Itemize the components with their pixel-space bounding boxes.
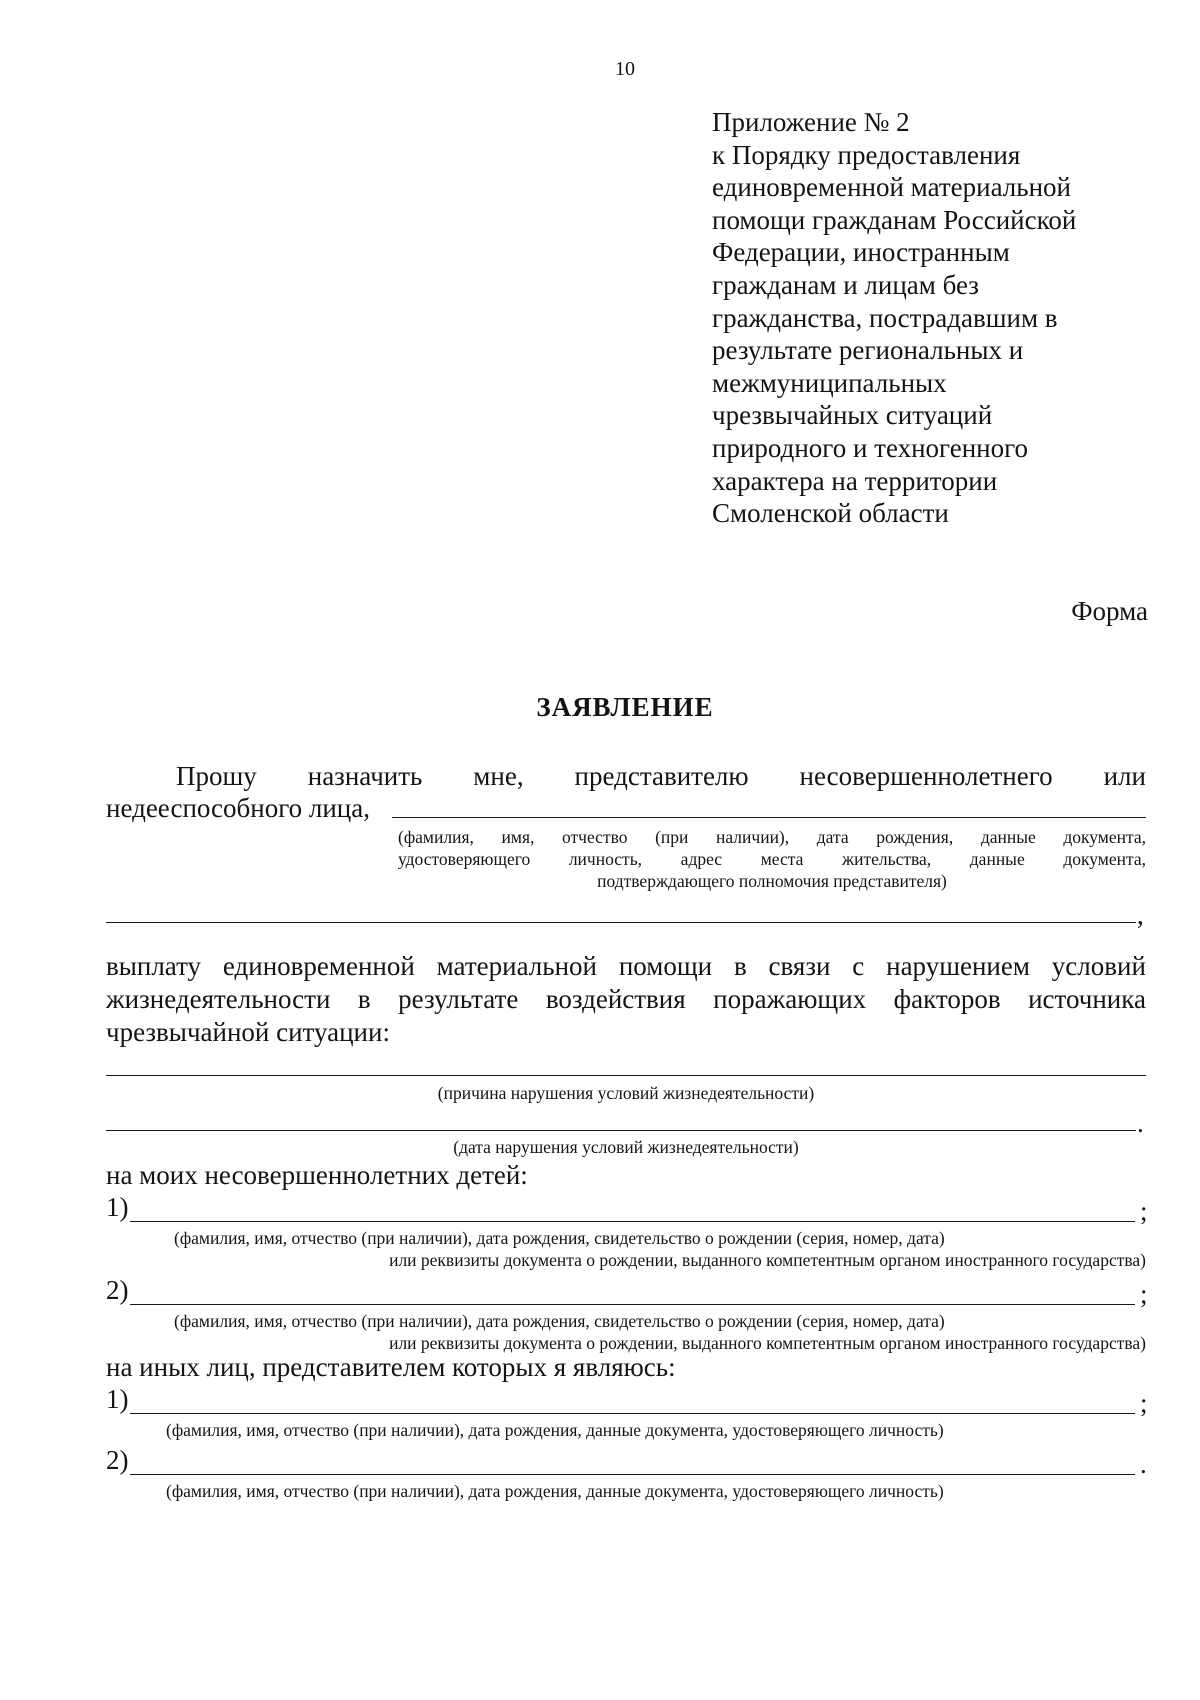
- note-word: удостоверяющего: [398, 849, 531, 869]
- appendix-line: гражданства, пострадавшим в: [712, 302, 1058, 333]
- appendix-line: чрезвычайных ситуаций: [712, 400, 993, 431]
- note-word: наличии),: [716, 827, 790, 847]
- payment-word: единовременной: [222, 951, 415, 981]
- other-1-number: 1): [106, 1384, 129, 1414]
- payment-word: результате: [398, 984, 519, 1014]
- payment-word: поражающих: [713, 984, 867, 1014]
- appendix-line: межмуниципальных: [712, 367, 947, 398]
- other-2-input-line[interactable]: [130, 1474, 1135, 1475]
- note-word: данные: [969, 849, 1025, 869]
- line-end-period: .: [1137, 1108, 1144, 1138]
- appendix-block: [712, 106, 1076, 530]
- payment-word: помощи: [618, 951, 713, 981]
- child-1-note-line-1: (фамилия, имя, отчество (при наличии), дата рождения, свидетельство о рождении (серия, номер, дата): [174, 1228, 945, 1248]
- payment-line-2: [106, 983, 1146, 1016]
- date-input-line[interactable]: [106, 1130, 1136, 1131]
- other-1-note: (фамилия, имя, отчество (при наличии), дата рождения, данные документа, удостоверяющего личность): [166, 1420, 944, 1440]
- applicant-note: [398, 826, 1146, 892]
- appendix-line: Смоленской области: [712, 498, 949, 529]
- note-word: документа,: [1063, 827, 1146, 847]
- child-1-end: ;: [1140, 1196, 1148, 1226]
- reason-note: (причина нарушения условий жизнедеятельности): [437, 1083, 815, 1103]
- child-1-note-line-2: или реквизиты документа о рождении, выданного компетентным органом иностранного государства): [389, 1250, 1146, 1270]
- payment-word: воздействия: [545, 984, 686, 1014]
- payment-word: жизнедеятельности: [106, 984, 331, 1014]
- other-1-end: ;: [1140, 1388, 1148, 1418]
- payment-word: условий: [1051, 951, 1146, 981]
- others-heading: на иных лиц, представителем которых я являюсь:: [106, 1352, 676, 1382]
- intro-line-1: [106, 760, 1146, 792]
- note-word: (фамилия,: [398, 827, 474, 847]
- applicant-note-line-2: [398, 848, 1146, 870]
- note-word: документа,: [1063, 849, 1146, 869]
- note-word: дата: [816, 827, 849, 847]
- form-label: Форма: [1071, 596, 1148, 626]
- appendix-line: помощи гражданам Российской: [712, 204, 1077, 235]
- child-2-end: ;: [1140, 1279, 1148, 1309]
- child-2-note: [106, 1310, 1146, 1354]
- payment-paragraph: [106, 950, 1146, 1049]
- document-title: ЗАЯВЛЕНИЕ: [536, 692, 714, 722]
- payment-word: нарушением: [886, 951, 1030, 981]
- child-2-note-line-1: (фамилия, имя, отчество (при наличии), дата рождения, свидетельство о рождении (серия, номер, дата): [174, 1311, 945, 1331]
- intro-word: или: [1103, 761, 1146, 791]
- intro-word: представителю: [574, 761, 749, 791]
- intro-word: назначить: [307, 761, 423, 791]
- note-word: рождения,: [876, 827, 954, 847]
- intro-word: Прошу: [176, 761, 257, 791]
- other-2-number: 2): [106, 1445, 129, 1475]
- appendix-line: природного и техногенного: [712, 432, 1029, 463]
- appendix-line: характера на территории: [712, 465, 998, 496]
- line-end-comma: ,: [1137, 900, 1144, 930]
- child-1-number: 1): [106, 1192, 129, 1222]
- payment-word: связи: [768, 951, 831, 981]
- other-2-note: (фамилия, имя, отчество (при наличии), дата рождения, данные документа, удостоверяющего личность): [166, 1481, 944, 1501]
- note-word: адрес: [680, 849, 723, 869]
- page-number: 10: [615, 58, 635, 80]
- payment-line-3: чрезвычайной ситуации:: [106, 1017, 390, 1047]
- applicant-note-line-3: подтверждающего полномочия представителя): [597, 871, 947, 891]
- applicant-note-line-1: [398, 826, 1146, 848]
- intro-word: несовершеннолетнего: [799, 761, 1053, 791]
- note-word: отчество: [562, 827, 628, 847]
- note-word: жительства,: [841, 849, 932, 869]
- payment-word: в: [357, 984, 371, 1014]
- appendix-line: результате региональных и: [712, 335, 1024, 366]
- note-word: личность,: [568, 849, 643, 869]
- payment-line-1: [106, 950, 1146, 983]
- other-1-input-line[interactable]: [130, 1413, 1135, 1414]
- payment-word: с: [852, 951, 865, 981]
- other-2-end: .: [1140, 1449, 1147, 1479]
- payment-word: материальной: [436, 951, 597, 981]
- child-2-note-line-2: или реквизиты документа о рождении, выданного компетентным органом иностранного государства): [389, 1333, 1146, 1353]
- date-note: (дата нарушения условий жизнедеятельности): [453, 1137, 799, 1157]
- intro-word: мне,: [473, 761, 524, 791]
- note-word: (при: [655, 827, 689, 847]
- appendix-line: единовременной материальной: [712, 172, 1071, 203]
- payment-word: в: [733, 951, 747, 981]
- note-word: места: [760, 849, 804, 869]
- appendix-line: Федерации, иностранным: [712, 237, 1010, 268]
- intro-paragraph: [106, 760, 1146, 824]
- child-2-number: 2): [106, 1275, 129, 1305]
- appendix-line: к Порядку предоставления: [712, 139, 1021, 170]
- reason-input-line[interactable]: [106, 1075, 1146, 1076]
- children-heading: на моих несовершеннолетних детей:: [106, 1160, 528, 1190]
- applicant-input-line[interactable]: [392, 817, 1146, 818]
- appendix-line: гражданам и лицам без: [712, 269, 979, 300]
- applicant-input-line-2[interactable]: [106, 922, 1136, 923]
- intro-line-2: недееспособного лица,: [106, 793, 370, 823]
- note-word: имя,: [501, 827, 535, 847]
- child-2-input-line[interactable]: [130, 1304, 1135, 1305]
- appendix-line: Приложение № 2: [712, 107, 910, 137]
- child-1-note: [106, 1227, 1146, 1271]
- payment-word: источника: [1028, 984, 1146, 1014]
- payment-word: факторов: [893, 984, 1001, 1014]
- note-word: данные: [980, 827, 1036, 847]
- child-1-input-line[interactable]: [130, 1221, 1135, 1222]
- payment-word: выплату: [106, 951, 202, 981]
